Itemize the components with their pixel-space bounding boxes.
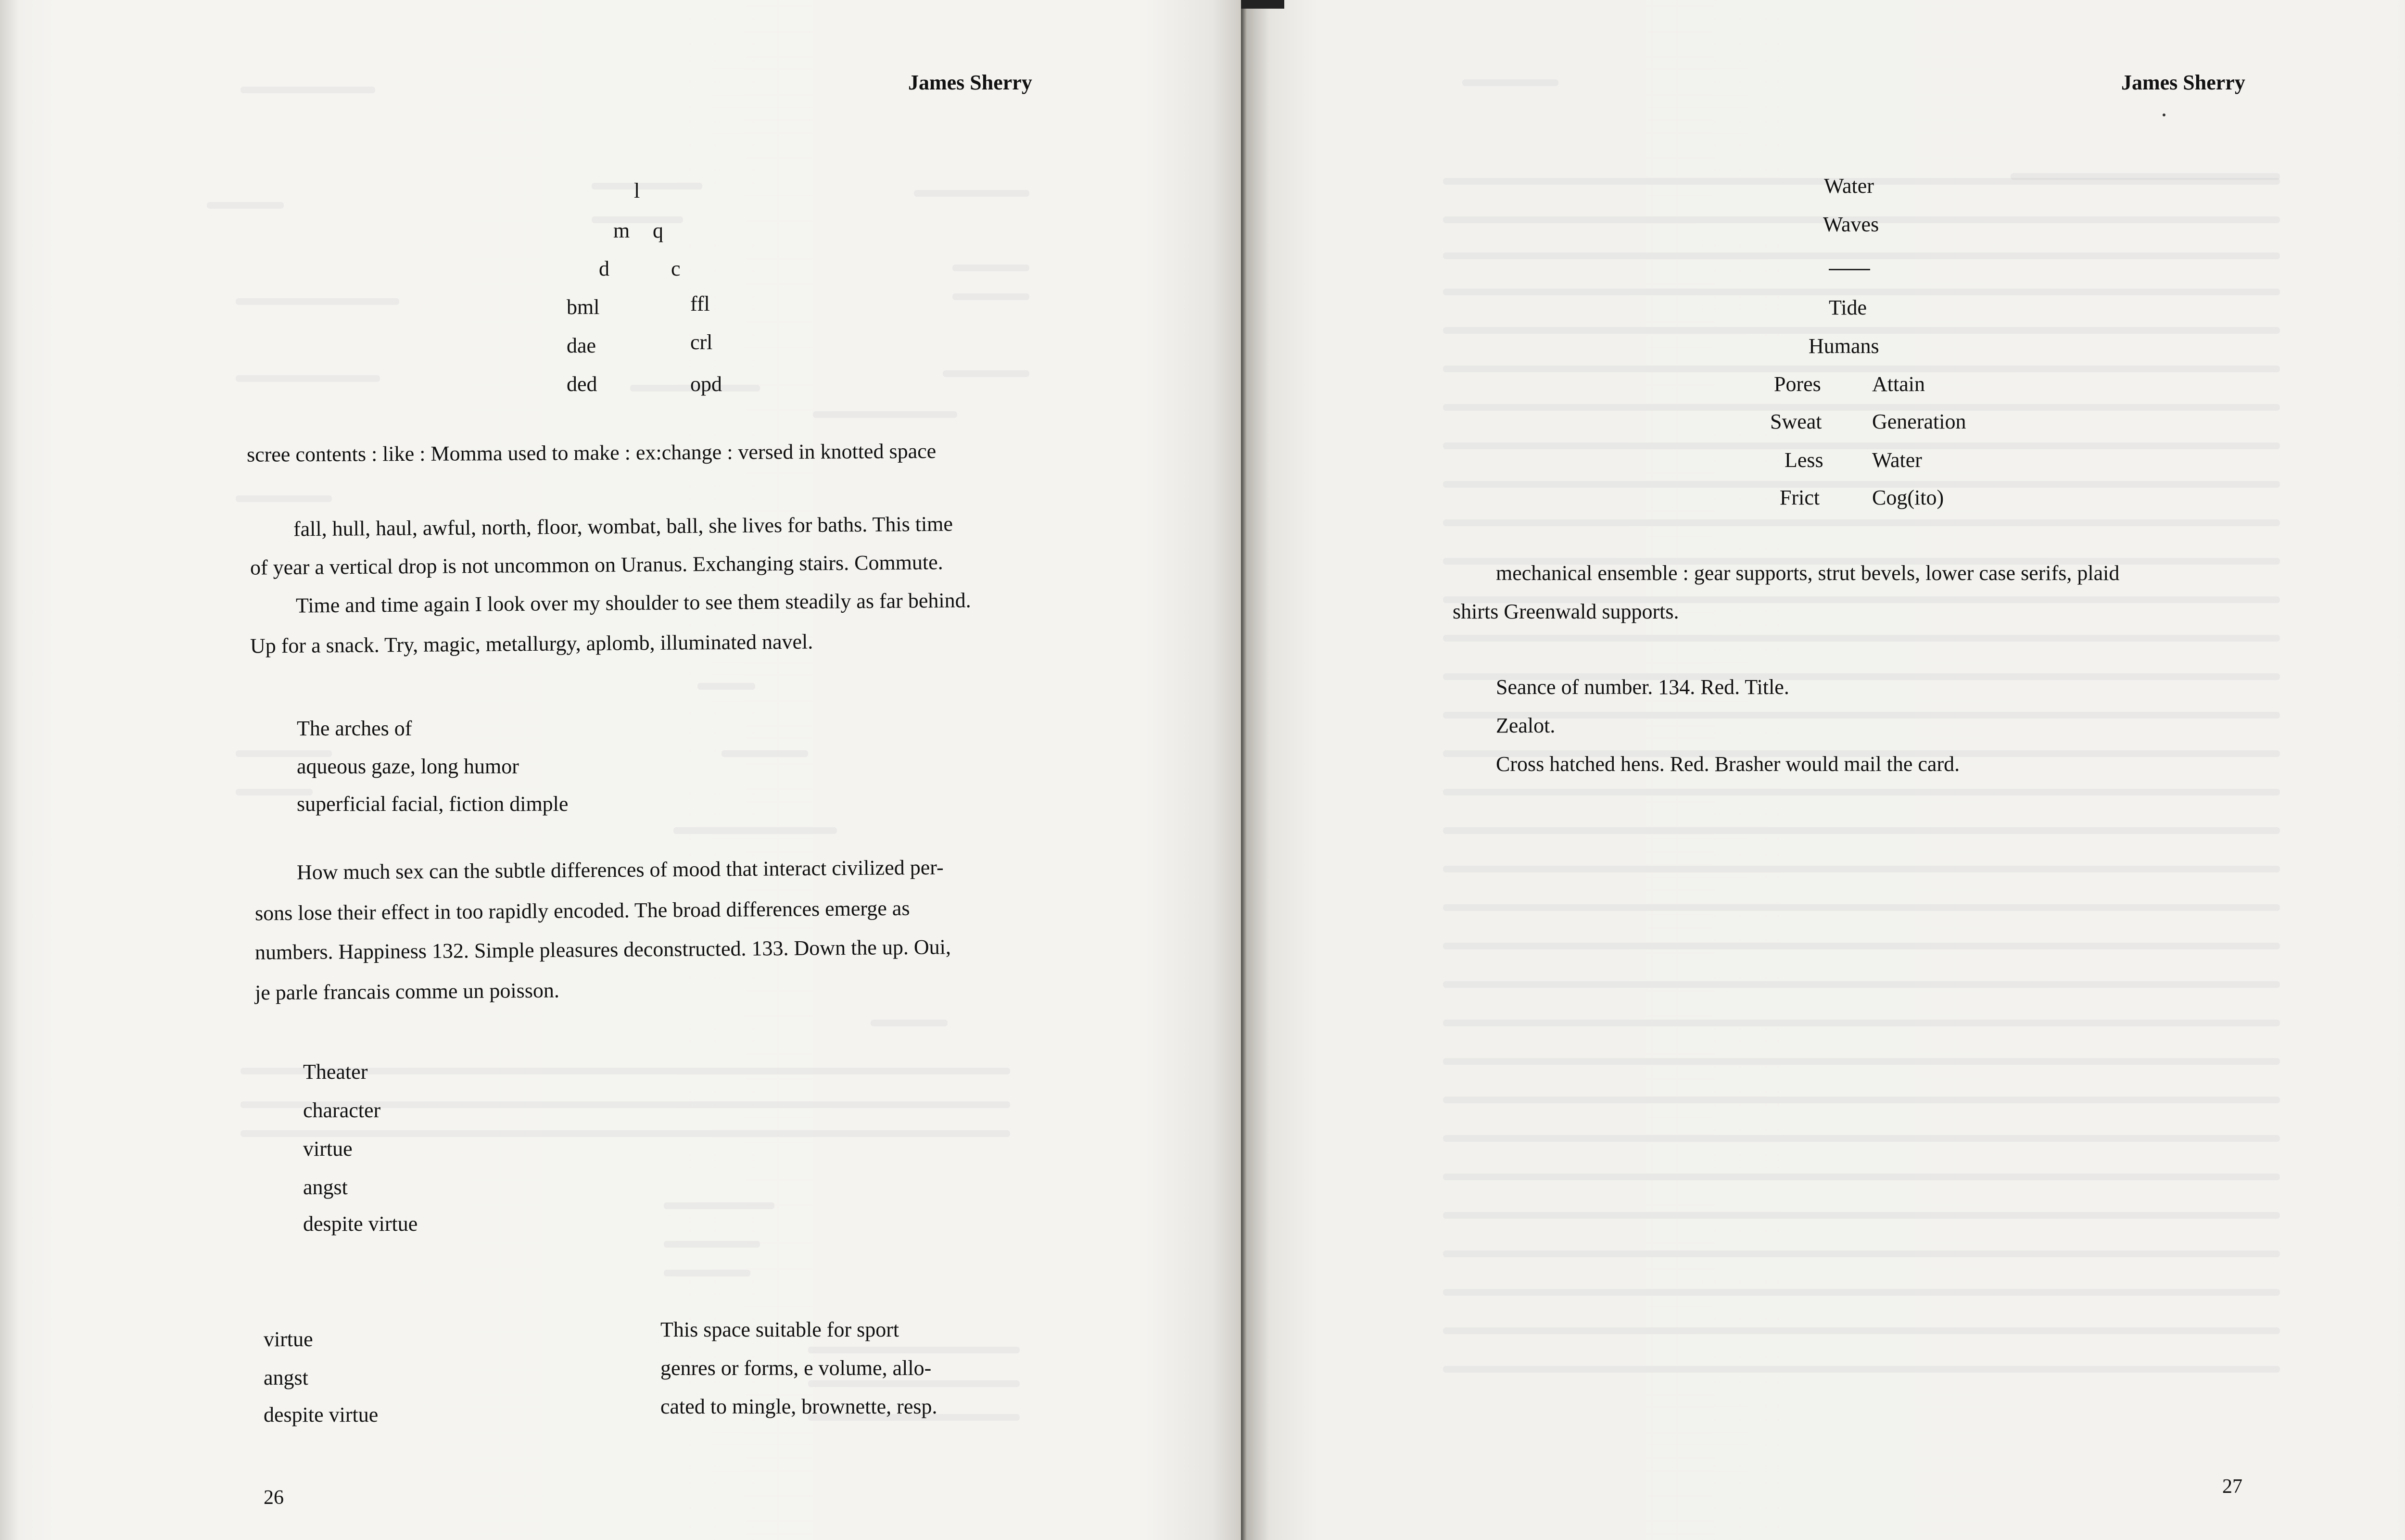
text-line: aqueous gaze, long humor: [297, 755, 519, 778]
text-line: Cog(ito): [1872, 486, 1944, 509]
grid-letter: q: [653, 219, 663, 242]
text-line: Frict: [1780, 486, 1820, 509]
grid-letter: dae: [567, 334, 596, 357]
page-number: 27: [2222, 1476, 2242, 1498]
text-line: Tide: [1829, 296, 1867, 319]
grid-letter: c: [671, 257, 681, 280]
grid-letter: opd: [690, 372, 722, 396]
text-line: The arches of: [297, 717, 412, 740]
running-header: James Sherry: [908, 71, 1032, 94]
text-line: shirts Greenwald supports.: [1453, 600, 1679, 623]
grid-letter: bml: [567, 295, 600, 319]
text-line: How much sex can the subtle differences of mood that interact civilized per-: [296, 855, 944, 884]
running-header: James Sherry: [2121, 71, 2245, 94]
text-line: Generation: [1872, 410, 1966, 433]
text-line: Seance of number. 134. Red. Title.: [1496, 675, 1789, 699]
text-line: fall, hull, haul, awful, north, floor, wombat, ball, she lives for baths. This time: [293, 512, 953, 541]
text-line: je parle francais comme un poisson.: [254, 978, 560, 1005]
text-line: superficial facial, fiction dimple: [297, 792, 569, 816]
text-line: Less: [1785, 448, 1823, 472]
text-line: cated to mingle, brownette, resp.: [660, 1395, 937, 1418]
text-line: virtue: [303, 1137, 353, 1161]
text-line: This space suitable for sport: [660, 1318, 899, 1341]
text-line: of year a vertical drop is not uncommon on Uranus. Exchanging stairs. Commute.: [250, 550, 943, 580]
binding-edge: [1241, 0, 1284, 9]
text-line: Water: [1824, 174, 1874, 198]
text-line: Pores: [1774, 372, 1821, 396]
print-speck: [2163, 114, 2165, 116]
text-line: sons lose their effect in too rapidly encoded. The broad differences emerge as: [254, 896, 910, 925]
text-line: mechanical ensemble : gear supports, strut bevels, lower case serifs, plaid: [1496, 561, 2120, 585]
text-line: genres or forms, e volume, allo-: [660, 1356, 932, 1380]
text-line: character: [303, 1098, 381, 1122]
grid-letter: ffl: [690, 292, 710, 316]
right-page: [1241, 0, 2405, 1540]
text-line: virtue: [264, 1327, 313, 1351]
text-line: despite virtue: [303, 1212, 418, 1236]
text-line: Humans: [1809, 334, 1879, 358]
text-line: angst: [303, 1175, 348, 1199]
grid-letter: l: [634, 179, 640, 202]
text-line: Water: [1872, 448, 1922, 472]
grid-letter: ded: [567, 372, 597, 396]
page-number: 26: [264, 1487, 284, 1509]
text-line: numbers. Happiness 132. Simple pleasures deconstructed. 133. Down the up. Oui,: [254, 935, 951, 964]
text-line: Attain: [1872, 372, 1925, 396]
grid-letter: crl: [690, 330, 713, 354]
divider-rule: [1829, 269, 1870, 270]
text-line: Up for a snack. Try, magic, metallurgy, aplomb, illuminated navel.: [250, 630, 813, 658]
text-line: Cross hatched hens. Red. Brasher would mail the card.: [1496, 752, 1960, 776]
text-line: Time and time again I look over my shoulder to see them steadily as far behind.: [295, 588, 971, 618]
text-line: despite virtue: [264, 1403, 379, 1426]
grid-letter: m: [613, 219, 630, 242]
text-line: Sweat: [1770, 410, 1822, 433]
text-line: Waves: [1823, 213, 1879, 236]
text-line: Zealot.: [1496, 714, 1556, 737]
text-line: Theater: [303, 1060, 368, 1084]
text-line: angst: [264, 1366, 308, 1389]
text-line: scree contents : like : Momma used to make : ex:change : versed in knotted space: [246, 439, 937, 467]
grid-letter: d: [599, 257, 609, 280]
